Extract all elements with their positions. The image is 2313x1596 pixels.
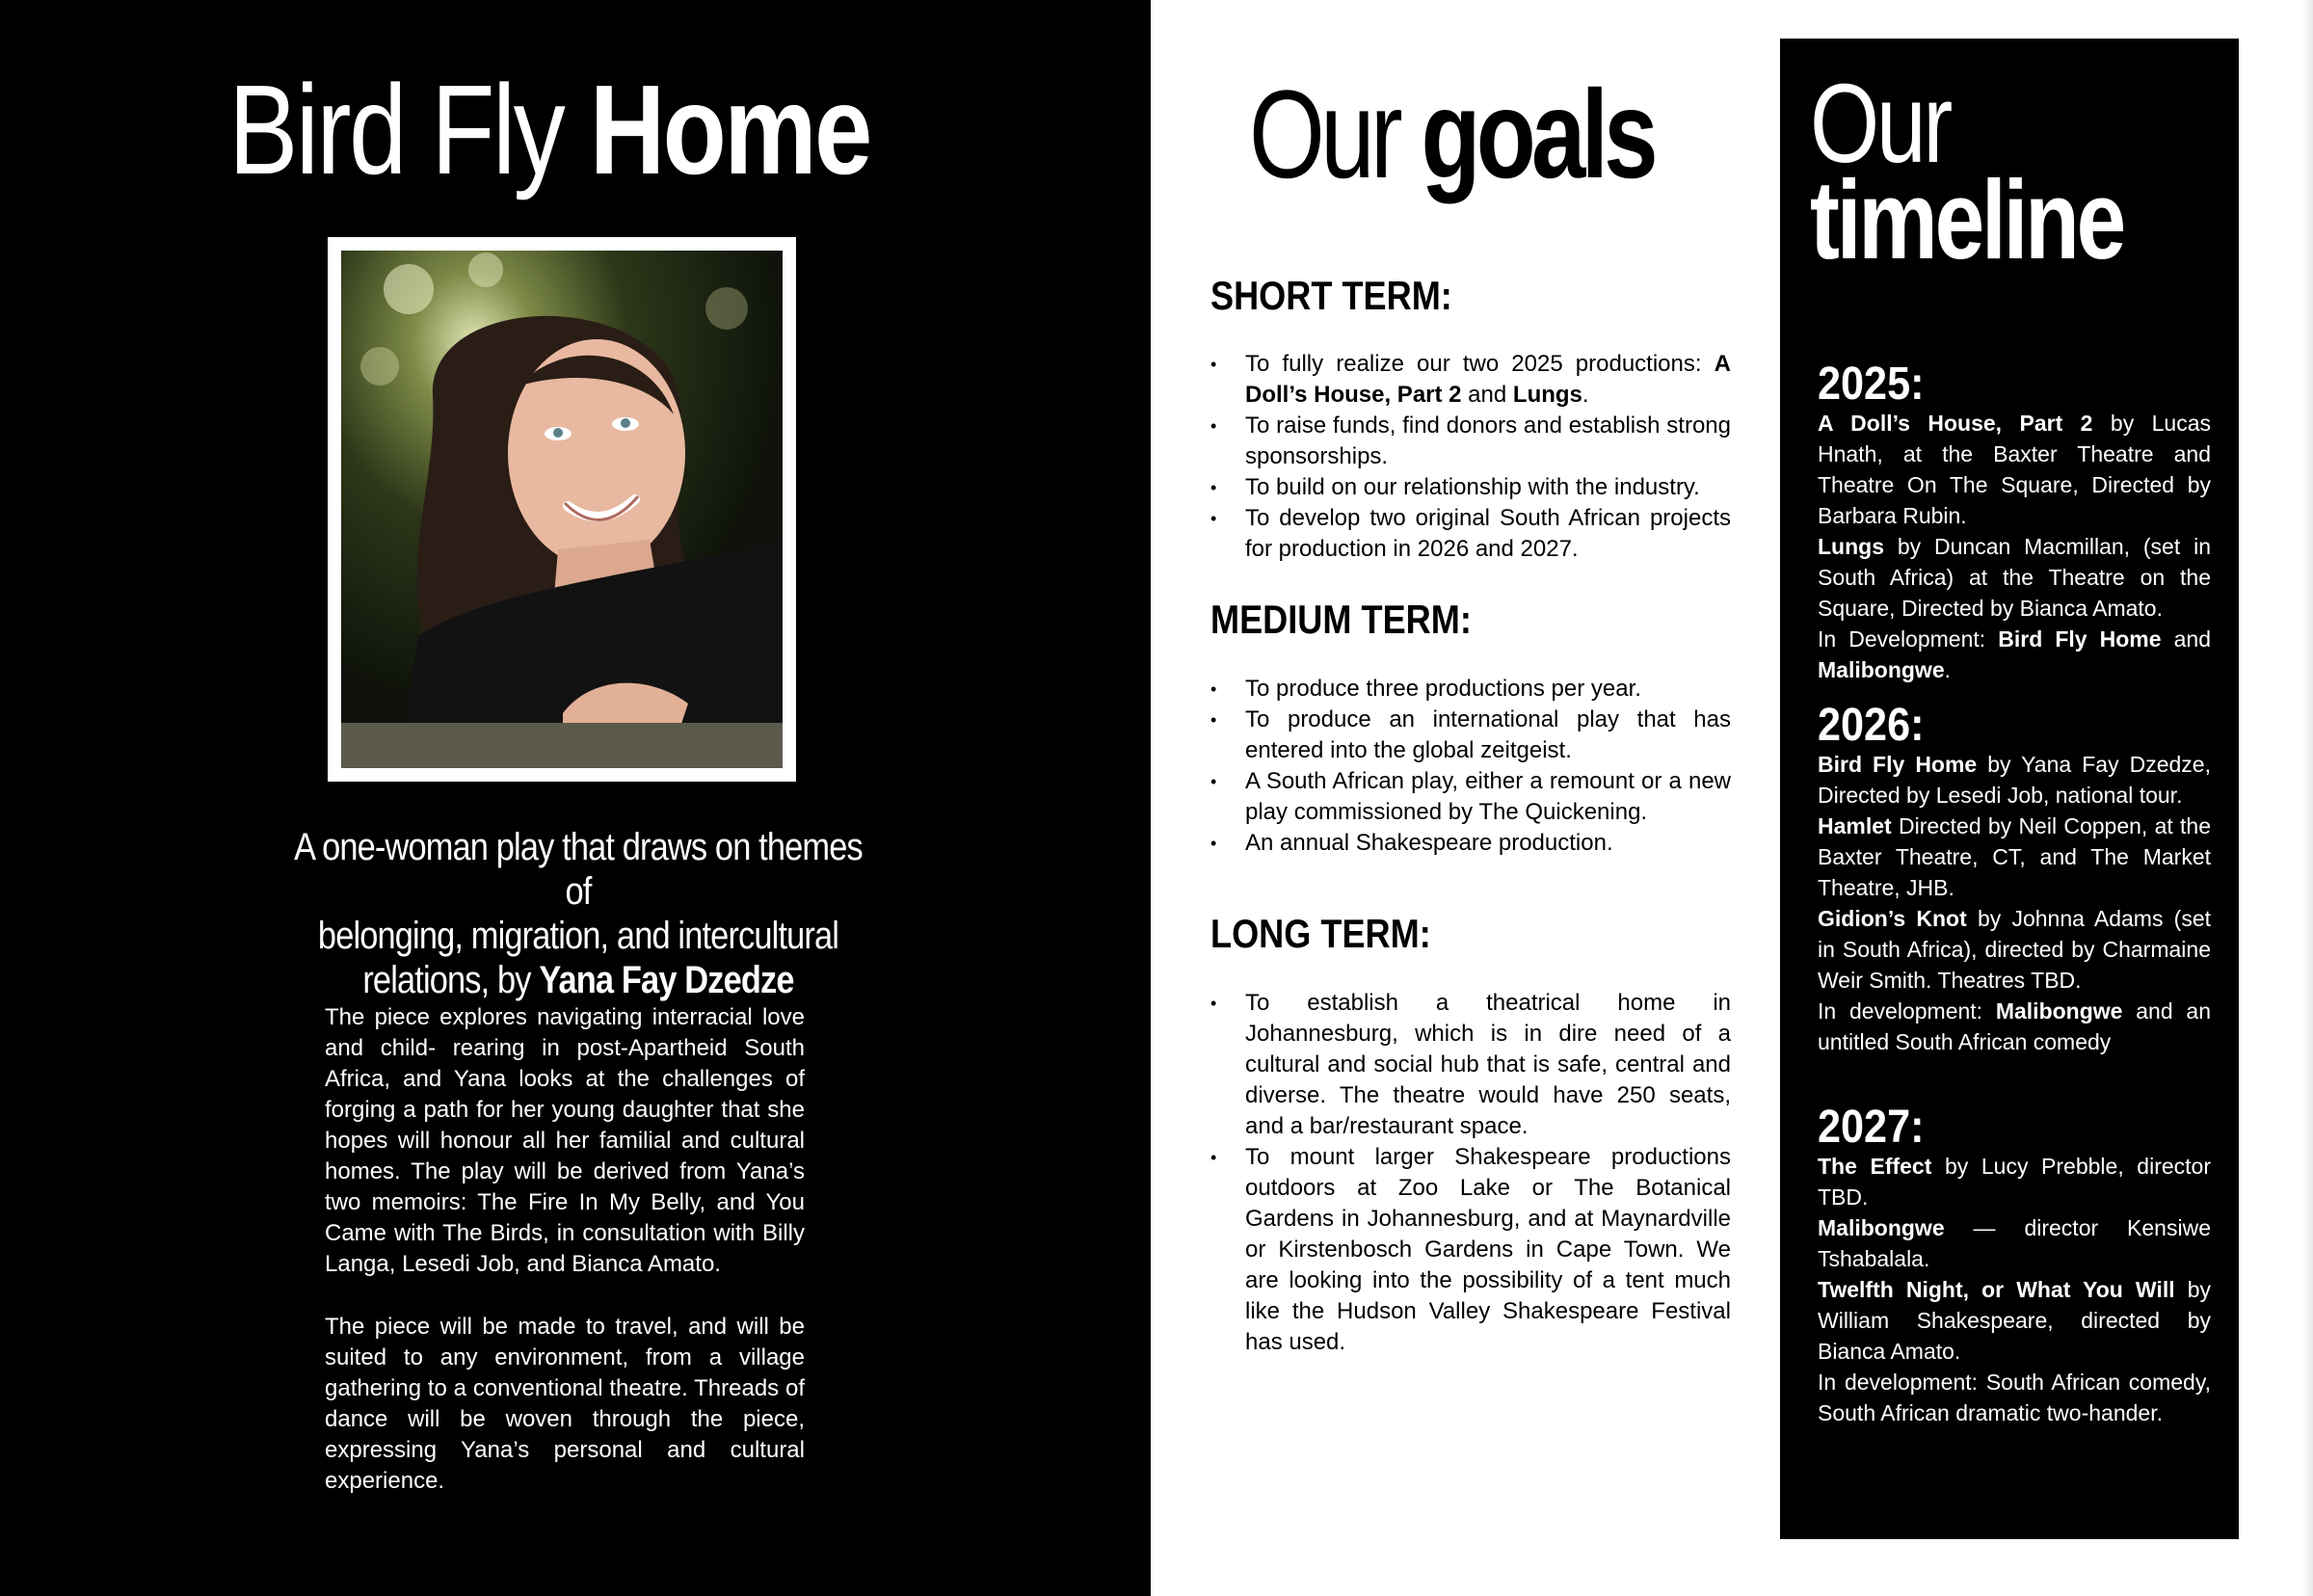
list-item: • To build on our relationship with the industry.: [1210, 472, 1731, 503]
year-2026: 2026:: [1818, 700, 1925, 751]
list-item: • To produce an international play that has entered into the global zeitgeist.: [1210, 705, 1731, 766]
medium-term-list: [1210, 674, 1731, 859]
page-edge-shadow: [2301, 0, 2313, 1596]
year-2027: 2027:: [1818, 1102, 1925, 1153]
list-item: • To raise funds, find donors and establish strong sponsorships.: [1210, 411, 1731, 472]
list-item: • To mount larger Shakespeare productions outdoors at Zoo Lake or The Botanical Gardens in Johannesburg, and at Maynardville or Kirstenbosch Gardens in Cape Town. We are looking into the possibility of a tent much like the Hudson Valley Shakespeare Festival has used.: [1210, 1142, 1731, 1358]
paragraph-travel: The piece will be made to travel, and will be suited to any environment, from a village gathering to a conventional theatre. Threads of dance will be woven through the piece, expressing Yana’s personal and cultural experience.: [325, 1314, 805, 1494]
play-description: A one-woman play that draws on themes of belonging, migration, and intercultural relations, by Yana Fay Dzedze: [294, 826, 863, 1001]
long-term-heading: LONG TERM:: [1210, 911, 1431, 956]
medium-term-heading: MEDIUM TERM:: [1210, 597, 1472, 642]
photo-frame: [328, 237, 796, 782]
short-term-list: [1210, 349, 1731, 565]
list-item: • An annual Shakespeare production.: [1210, 828, 1731, 859]
list-item: • To fully realize our two 2025 productions: A Doll’s House, Part 2 and Lungs.: [1210, 349, 1731, 411]
timeline-2025-entries: A Doll’s House, Part 2 by Lucas Hnath, at the Baxter Theatre and Theatre On The Square, Directed by Barbara Rubin. Lungs by Duncan Macmillan, (set in South Africa) at the Theatre on the Square, Directed by Bianca Amato. In Development: Bird Fly Home and Malibongwe.: [1818, 411, 2211, 682]
play-title: Bird Fly Home: [228, 59, 870, 200]
list-item: • To establish a theatrical home in Johannesburg, which is in dire need of a cultural and social hub that is safe, central and diverse. The theatre would have 250 seats, and a bar/restaurant space.: [1210, 988, 1731, 1142]
paragraph-explores: The piece explores navigating interracial love and child- rearing in post-Apartheid South Africa, and Yana looks at the challenges of forging a path for her young daughter that she hopes will honour all her familial and cultural homes. The play will be derived from Yana’s two memoirs: The Fire In My Belly, and You Came with The Birds, in consultation with Billy Langa, Lesedi Job, and Bianca Amato.: [325, 1004, 805, 1277]
goals-title: Our goals: [1249, 64, 1654, 204]
list-item: • A South African play, either a remount or a new play commissioned by The Quickening.: [1210, 766, 1731, 828]
timeline-2027-entries: The Effect by Lucy Prebble, director TBD. Malibongwe — director Kensiwe Tshabalala. Twelfth Night, or What You Will by William Shakespeare, directed by Bianca Amato. In development: South African comedy, South African dramatic two-hander.: [1818, 1154, 2211, 1425]
portrait-photo: [341, 251, 783, 768]
list-item: • To produce three productions per year.: [1210, 674, 1731, 705]
timeline-2026-entries: Bird Fly Home by Yana Fay Dzedze, Directed by Lesedi Job, national tour. Hamlet Directed by Neil Coppen, at the Baxter Theatre, CT, and The Market Theatre, JHB. Gidion’s Knot by Johnna Adams (set in South Africa), directed by Charmaine Weir Smith. Theatres TBD. In development: Malibongwe and an untitled South African comedy: [1818, 752, 2211, 1054]
timeline-title: Our timeline: [1810, 61, 2124, 282]
list-item: • To develop two original South African projects for production in 2026 and 2027.: [1210, 503, 1731, 565]
left-page: [0, 0, 1151, 1596]
long-term-list: [1210, 988, 1731, 1358]
short-term-heading: SHORT TERM:: [1210, 273, 1452, 318]
year-2025: 2025:: [1818, 359, 1925, 410]
